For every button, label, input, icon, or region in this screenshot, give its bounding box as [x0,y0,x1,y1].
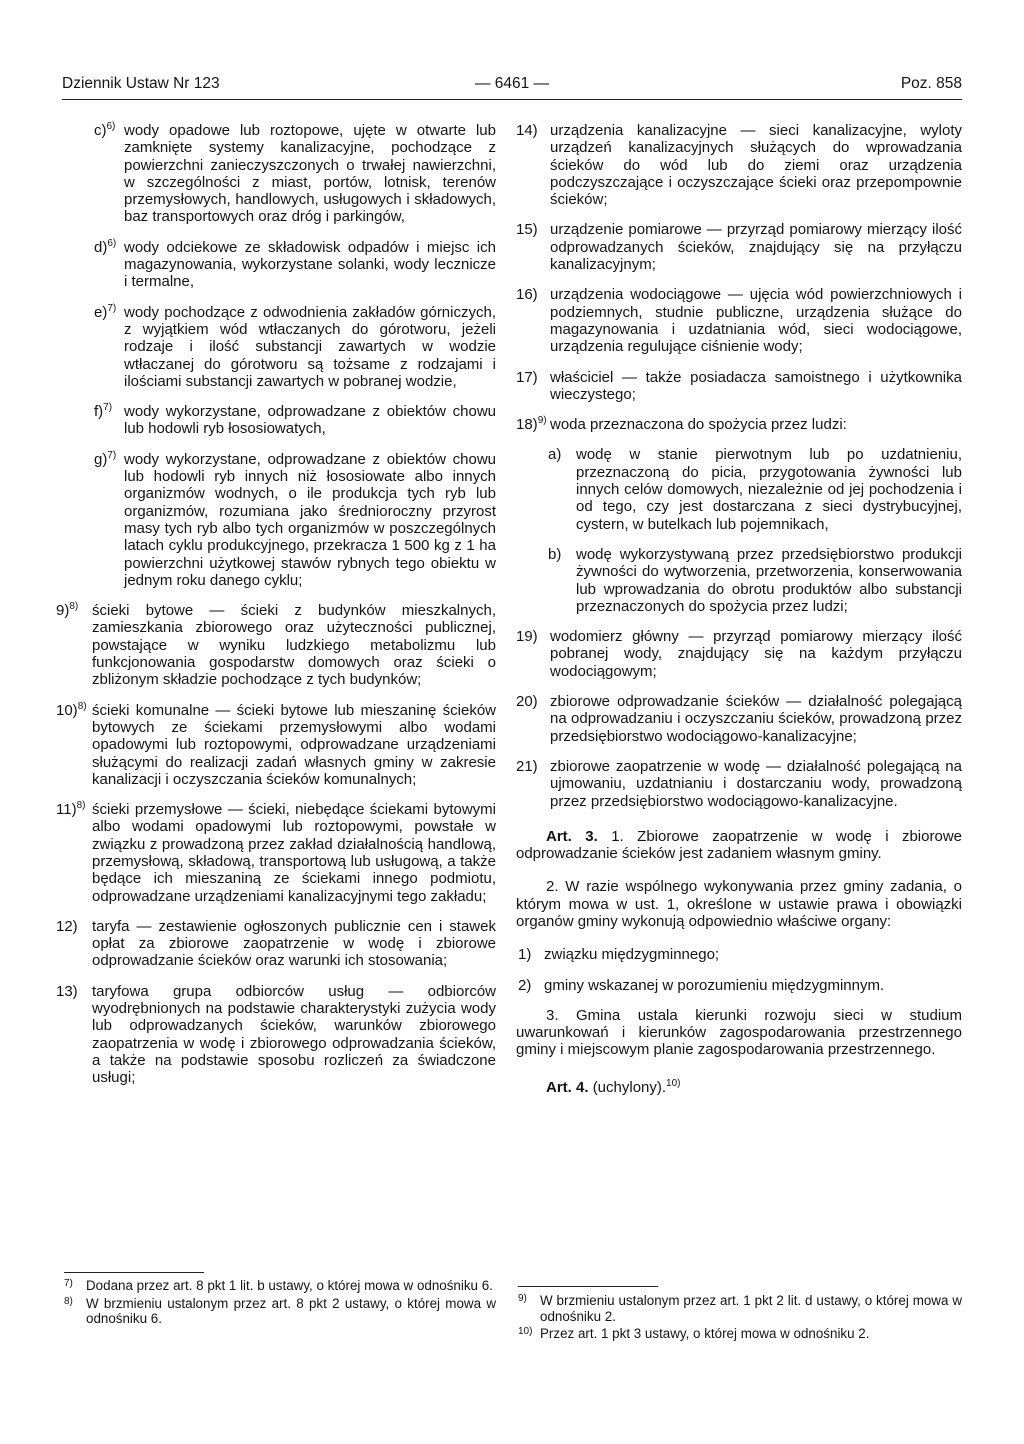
art3-paragraph-2: 2. W razie wspólnego wykonywania przez gminy zadania, o którym mowa w ust. 1, określone w ustawie prawa i obowiązki organów gminy wykonują odpowiednio właściwe organy: [516,878,962,930]
item-number: 18) [516,416,538,434]
item-text: urządzenie pomiarowe — przyrząd pomiarowy mierzący ilość odprowadzanych ścieków, znajdujący się na przyłączu kanalizacyjnym; [550,221,962,274]
definition-item [516,369,962,404]
item-label [56,801,85,818]
definition-item [94,122,496,226]
sub-item-text: wodę wykorzystywaną przez przedsiębiorstwo produkcji żywności do wytworzenia, przetworzenia, konserwowania lub wprowadzania do obrotu produktów albo substancji przeznaczonych do spożycia przez ludzi; [576,545,962,615]
footnote-divider-right [518,1286,658,1287]
left-column [56,121,496,1100]
footnote-divider-left [64,1272,204,1273]
item-number: 16) [516,286,538,304]
item-number: 20) [516,693,538,711]
item-label [94,239,116,256]
art3-list-item [516,946,962,963]
art4-text: (uchylony). [592,1078,667,1096]
item-label [94,451,116,468]
art3-list-number: 2) [518,976,532,994]
art4-footnote-ref: 10) [666,1077,681,1089]
item-label [56,983,78,1000]
item-text: wody opadowe lub roztopowe, ujęte w otwarte lub zamknięte systemy kanalizacyjne, pochodzące z powierzchni zanieczyszczonych o trwałej nawierzchni, w szczególności z miast, portów, lotnisk, terenów przemysłowych, handlowych, usługowych i składowych, baz transportowych oraz dróg i parkingów, [124,122,496,226]
item-number: e) [94,303,108,321]
position-number: Poz. 858 [900,75,962,92]
item-text: ścieki bytowe — ścieki z budynków mieszkalnych, zamieszkania zbiorowego oraz użyteczności publicznej, powstające w wyniku ludzkiego metabolizmu lub funkcjonowania gospodarstw domowych oraz ścieki o zbliżonym składzie pochodzące z tych budynków; [92,602,496,689]
item-text: wody wykorzystane, odprowadzane z obiektów chowu lub hodowli ryb innych niż łososiowate albo innych organizmów wodnych, o ile produkcja tych ryb lub organizmów, rozumiana jako średnioroczny przyrost masy tych ryb albo tych organizmów w poszczególnych latach cyklu produkcyjnego, przekracza 1 500 kg z 1 ha powierzchni użytkowej stawów rybnych tego obiektu w jednym roku danego cyklu; [124,450,496,589]
header-divider [62,99,962,100]
art3-list-item [516,977,962,994]
item-number: f) [94,403,104,421]
item-number: g) [94,450,108,468]
footnote-text: Dodana przez art. 8 pkt 1 lit. b ustawy, o której mowa w odnośniku 6. [86,1278,493,1293]
art3-list-text: gminy wskazanej w porozumieniu międzygminnym. [544,976,885,994]
item-text: taryfowa grupa odbiorców usług — odbiorców wyodrębnionych na podstawie charakterystyki zużycia wody lub odprowadzanych ścieków, warunków zbiorowego zaopatrzenia w wodę i zbiorowego odprowadzania ścieków, a także na podstawie sposobu rozliczeń za świadczone usługi; [92,982,496,1087]
item-label [56,702,87,719]
item-number: d) [94,238,108,256]
item-number: 12) [56,917,78,935]
item-number: 14) [516,122,538,139]
item-number: 13) [56,982,78,1000]
sub-item-label: a) [548,446,562,464]
definition-item [94,403,496,438]
footnote-ref: 7) [107,449,117,461]
item-label [94,403,112,420]
definition-item [56,800,496,905]
item-number: 15) [516,221,538,239]
footnote-ref: 7) [107,302,117,314]
art3-paragraph-3: 3. Gmina ustala kierunki rozwoju sieci w studium uwarunkowań i kierunków zagospodarowania przestrzennego gminy i miejscowym planie zagospodarowania przestrzennego. [516,1006,962,1059]
item-label [56,918,78,935]
item-text: urządzenia wodociągowe — ujęcia wód powierzchniowych i podziemnych, studnie publiczne, urządzenia służące do magazynowania i uzdatniania wód, sieci wodociągowe, urządzenia regulujące ciśnienie wody; [550,286,962,356]
footnote-ref: 9) [537,415,547,427]
footnote-ref: 6) [107,237,117,249]
footnote: 7) Dodana przez art. 8 pkt 1 lit. b ustawy, o której mowa w odnośniku 6. [64,1278,496,1294]
item-label [516,221,538,238]
art3-heading: Art. 3. [546,827,598,845]
definition-list-right [516,122,962,433]
item-label [516,122,538,139]
footnote-ref: 7) [103,402,113,414]
art4-paragraph [516,1079,962,1096]
item-number: 9) [56,602,70,620]
art4-heading: Art. 4. [546,1078,589,1096]
art3-list-text: związku międzygminnego; [544,946,720,964]
footnotes-right [518,1293,962,1344]
item-label [516,416,547,433]
item-number: 11) [56,801,77,819]
page-number: — 6461 — [474,75,550,92]
page-header [62,75,962,97]
item-number: 17) [516,368,538,386]
footnote-ref: 8) [77,700,87,712]
footnote-ref: 8) [76,800,86,812]
definition-item [516,221,962,273]
footnote: 9) W brzmieniu ustalonym przez art. 1 pkt 2 lit. d ustawy, o której mowa w odnośniku 2. [518,1293,962,1324]
definition-item [516,693,962,745]
footnote-ref: 6) [106,121,116,132]
item-label [56,602,78,619]
item-label [516,286,538,303]
item-number: 10) [56,701,78,719]
item-text: wody odciekowe ze składowisk odpadów i miejsc ich magazynowania, wykorzystane solanki, wody lecznicze i termalne, [124,238,496,291]
art3-paragraph-1 [516,828,962,863]
sub-item [548,546,962,615]
definition-item [516,122,962,208]
sub-item [548,446,962,532]
journal-title: Dziennik Ustaw Nr 123 [62,75,220,92]
sub-item-label: b) [548,545,562,563]
definition-list-right-continued [516,628,962,810]
item-text: zbiorowe zaopatrzenie w wodę — działalność polegającą na ujmowaniu, uzdatnianiu i dostarczaniu wody, prowadzoną przez przedsiębiorstwo wodociągowo-kanalizacyjne. [550,757,962,810]
definition-item [94,239,496,291]
item-number: 21) [516,757,538,775]
definition-item [516,286,962,355]
art3-list [516,946,962,994]
definition-item [56,601,496,689]
item-number: c) [94,122,107,139]
definition-item [516,758,962,810]
item-label [94,304,116,321]
definition-item [516,628,962,680]
definition-item [94,304,496,390]
footnote: 8) W brzmieniu ustalonym przez art. 8 pkt 2 ustawy, o której mowa w odnośniku 6. [64,1295,496,1326]
item-text: właściciel — także posiadacza samoistnego i użytkownika wieczystego; [550,368,962,403]
item-label [516,369,538,386]
item-text: wody pochodzące z odwodnienia zakładów górniczych, z wyjątkiem wód wtłaczanych do górotworu, jeżeli rodzaje i ilość substancji zawartych w wodzie wtłaczanej do górotworu są tożsame z rodzajami i ilościami substancji zawartych w pobranej wodzie, [124,303,496,390]
definition-list-left [56,121,496,1087]
footnote-ref: 8) [69,601,79,613]
item-text: ścieki komunalne — ścieki bytowe lub mieszaninę ścieków bytowych ze ściekami przemysłowymi albo wodami opadowymi lub roztopowymi, odprowadzane urządzeniami służącymi do realizacji zadań własnych gminy w zakresie kanalizacji i oczyszczania ścieków komunalnych; [92,701,496,788]
item-text: taryfa — zestawienie ogłoszonych publicznie cen i stawek opłat za zbiorowe zaopatrzenie w wodę i zbiorowe odprowadzanie ścieków oraz warunki ich stosowania; [92,917,496,970]
definition-item [94,451,496,589]
item-text: wodomierz główny — przyrząd pomiarowy mierzący ilość pobranej wody, znajdujący się na każdym przyłączu wodociągowym; [550,628,962,680]
definition-item [56,982,496,1087]
item-text: ścieki przemysłowe — ścieki, niebędące ściekami bytowymi albo wodami opadowymi lub roztopowymi, powstałe w związku z prowadzoną przez zakład działalnością handlową, przemysłową, składową, transportową lub usługową, a także będące ich mieszaniną ze ściekami innego podmiotu, odprowadzane urządzeniami kanalizacyjnymi tego zakładu; [92,801,496,905]
footnote-text: W brzmieniu ustalonym przez art. 1 pkt 2 lit. d ustawy, o której mowa w odnośniku 2. [540,1293,962,1324]
definition-item [516,416,962,433]
item-text: wody wykorzystane, odprowadzane z obiektów chowu lub hodowli ryb łososiowatych, [124,403,496,438]
item-text: zbiorowe odprowadzanie ścieków — działalność polegającą na odprowadzaniu i oczyszczaniu ścieków, prowadzoną przez przedsiębiorstwo wodociągowo-kanalizacyjne; [550,693,962,745]
definition-item [56,917,496,970]
sub-item-text: wodę w stanie pierwotnym lub po uzdatnieniu, przeznaczoną do picia, przygotowania żywności lub innych celów domowych, niezależnie od jej pochodzenia i od tego, czy jest dostarczana z sieci dystrybucyjnej, cystern, w butelkach lub pojemnikach, [576,446,962,533]
item-text: woda przeznaczona do spożycia przez ludzi: [550,416,847,434]
footnote-text: W brzmieniu ustalonym przez art. 8 pkt 2 ustawy, o której mowa w odnośniku 6. [86,1295,496,1326]
item-label [94,122,115,139]
item-text: urządzenia kanalizacyjne — sieci kanalizacyjne, wyloty urządzeń kanalizacyjnych służących do wprowadzania ścieków do wód lub do ziemi oraz urządzenia podczyszczające i oczyszczające ścieki oraz przepompownie ścieków; [550,122,962,209]
right-column [516,122,962,1112]
art3-p1-text: 1. Zbiorowe zaopatrzenie w wodę i zbiorowe odprowadzanie ścieków jest zadaniem własnym gminy. [516,827,962,863]
item-number: 19) [516,628,538,646]
definition-item [56,700,496,788]
footnote: 10) Przez art. 1 pkt 3 ustawy, o której mowa w odnośniku 2. [518,1326,962,1342]
art3-list-number: 1) [518,946,532,964]
footnote-text: Przez art. 1 pkt 3 ustawy, o której mowa w odnośniku 2. [540,1326,870,1341]
sub-definition-list [516,446,962,615]
footnotes-left [64,1278,496,1329]
